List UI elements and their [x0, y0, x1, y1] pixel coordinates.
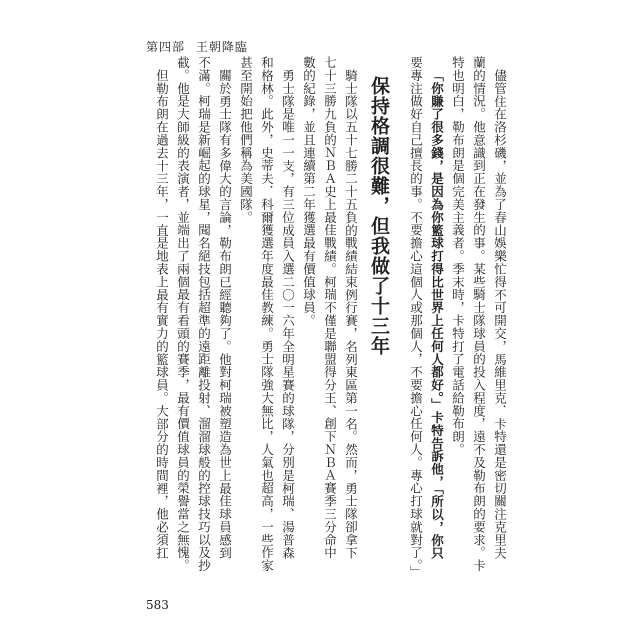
- text-line: 特也明白，勒布朗是個完美主義者。季末時，卡特打了電話給勒布朗。: [450, 56, 466, 456]
- section-heading: 保持格調很難，但我做了十三年: [368, 76, 390, 356]
- quote-line: 「你賺了很多錢，是因為你籃球打得比世界上任何人都好。」卡特告訴他，「所以，你只: [429, 69, 445, 560]
- text-line: 七十三勝九負的ＮＢＡ史上最佳戰績。柯瑞不僅是聯盟得分王、創下ＮＢＡ賽季三分命中: [322, 56, 338, 560]
- running-head: [146, 38, 248, 55]
- text-line: 要專注做好自己擅長的事。不要擔心這個人或那個人，不要擔心任何人。專心打球就對了。」: [408, 56, 424, 579]
- text-line: 截。他是大師級的表演者，並端出了兩個最有看頭的賽季，最有價值球員的榮譽當之無愧。: [175, 56, 191, 572]
- text-line: 數的紀錄，並且連續第二年獲選最有價值球員。: [301, 56, 317, 327]
- part-label: 第四部: [146, 40, 186, 54]
- text-line: 關於勇士隊有多偉大的言論，勒布朗已經聽夠了。他對柯瑞被塑造為世上最佳球員感到: [217, 69, 233, 560]
- text-line: 和格林。此外，史蒂夫．科爾獲選年度最佳教練。勇士隊強大無比，人氣也超高，一些作家: [259, 56, 275, 572]
- text-line: 儘管住在洛杉磯，並為了春山娛樂忙得不可開交，馬維里克．卡特還是密切關注克里夫: [492, 69, 508, 560]
- text-line: 蘭的情況。他意識到正在發生的事。某些騎士隊球員的投入程度，遠不及勒布朗的要求。卡: [471, 56, 487, 572]
- text-line: 但勒布朗在過去十三年，一直是地表上最有實力的籃球員。大部分的時間裡，他必須扛: [154, 69, 170, 560]
- page-number: 583: [146, 598, 169, 612]
- body-text: [146, 56, 510, 579]
- text-line: 甚至開始把他們稱為美國隊。: [238, 56, 254, 224]
- part-title: 王朝降臨: [195, 40, 248, 54]
- text-line: 不滿。柯瑞是新崛起的球星，聞名絕技包括超準的遠距離投射、溜溜球般的控球技巧以及抄: [196, 56, 212, 572]
- text-line: 騎士隊以五十七勝二十五負的戰績結束例行賽，名列東區第一名。然而，勇士隊卻拿下: [343, 69, 359, 560]
- text-line: 勇士隊是唯一一支，有三位成員入選二〇一六年全明星賽的球隊，分別是柯瑞、湯普森: [280, 69, 296, 560]
